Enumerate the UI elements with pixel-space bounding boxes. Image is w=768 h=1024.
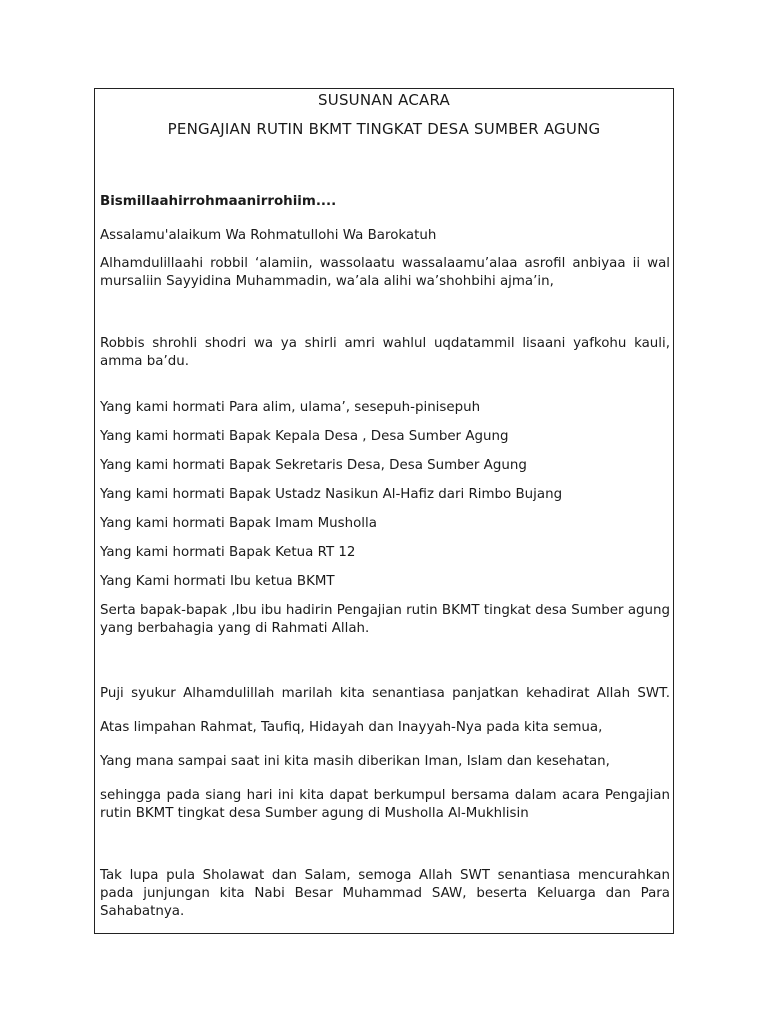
hormat-item: Yang Kami hormati Ibu ketua BKMT	[100, 574, 335, 589]
puji-line-3: Yang mana sampai saat ini kita masih diberikan Iman, Islam dan kesehatan,	[100, 754, 610, 769]
hormat-item: Yang kami hormati Para alim, ulama’, sesepuh-pinisepuh	[100, 400, 481, 415]
sholawat-paragraph: Tak lupa pula Sholawat dan Salam, semoga Allah SWT senantiasa mencurahkan pada junjungan kita Nabi Besar Muhammad SAW, beserta Keluarga dan Para Sahabatnya.	[100, 868, 670, 919]
hormat-item: Yang kami hormati Bapak Ketua RT 12	[100, 545, 356, 560]
document-subtitle: PENGAJIAN RUTIN BKMT TINGKAT DESA SUMBER AGUNG	[167, 120, 601, 138]
puji-line-2: Atas limpahan Rahmat, Taufiq, Hidayah dan Inayyah-Nya pada kita semua,	[100, 720, 603, 735]
serta-paragraph: Serta bapak-bapak ,Ibu ibu hadirin Pengajian rutin BKMT tingkat desa Sumber agung yang berbahagia yang di Rahmati Allah.	[100, 603, 670, 636]
robbis-paragraph: Robbis shrohli shodri wa ya shirli amri wahlul uqdatammil lisaani yafkohu kauli, amma ba’du.	[100, 336, 670, 369]
salam-text: Assalamu'alaikum Wa Rohmatullohi Wa Barokatuh	[100, 228, 437, 243]
hormat-item: Yang kami hormati Bapak Imam Musholla	[100, 516, 377, 531]
hamdalah-paragraph: Alhamdulillaahi robbil ‘alamiin, wassolaatu wassalaamu’alaa asrofil anbiyaa ii wal mursaliin Sayyidina Muhammadin, wa’ala alihi wa’shohbihi ajma’in,	[100, 256, 670, 289]
hormat-item: Yang kami hormati Bapak Sekretaris Desa, Desa Sumber Agung	[100, 458, 527, 473]
hormat-item: Yang kami hormati Bapak Ustadz Nasikun Al-Hafiz dari Rimbo Bujang	[100, 487, 563, 502]
document-title: SUSUNAN ACARA	[318, 91, 450, 109]
document-page	[94, 88, 674, 934]
puji-line-1: Puji syukur Alhamdulillah marilah kita senantiasa panjatkan kehadirat Allah SWT.	[100, 686, 670, 701]
bismillah-text: Bismillaahirrohmaanirrohiim....	[100, 194, 337, 209]
hormat-item: Yang kami hormati Bapak Kepala Desa , Desa Sumber Agung	[100, 429, 509, 444]
puji-line-4: sehingga pada siang hari ini kita dapat berkumpul bersama dalam acara Pengajian rutin BKMT tingkat desa Sumber agung di Musholla Al-Mukhlisin	[100, 788, 670, 821]
